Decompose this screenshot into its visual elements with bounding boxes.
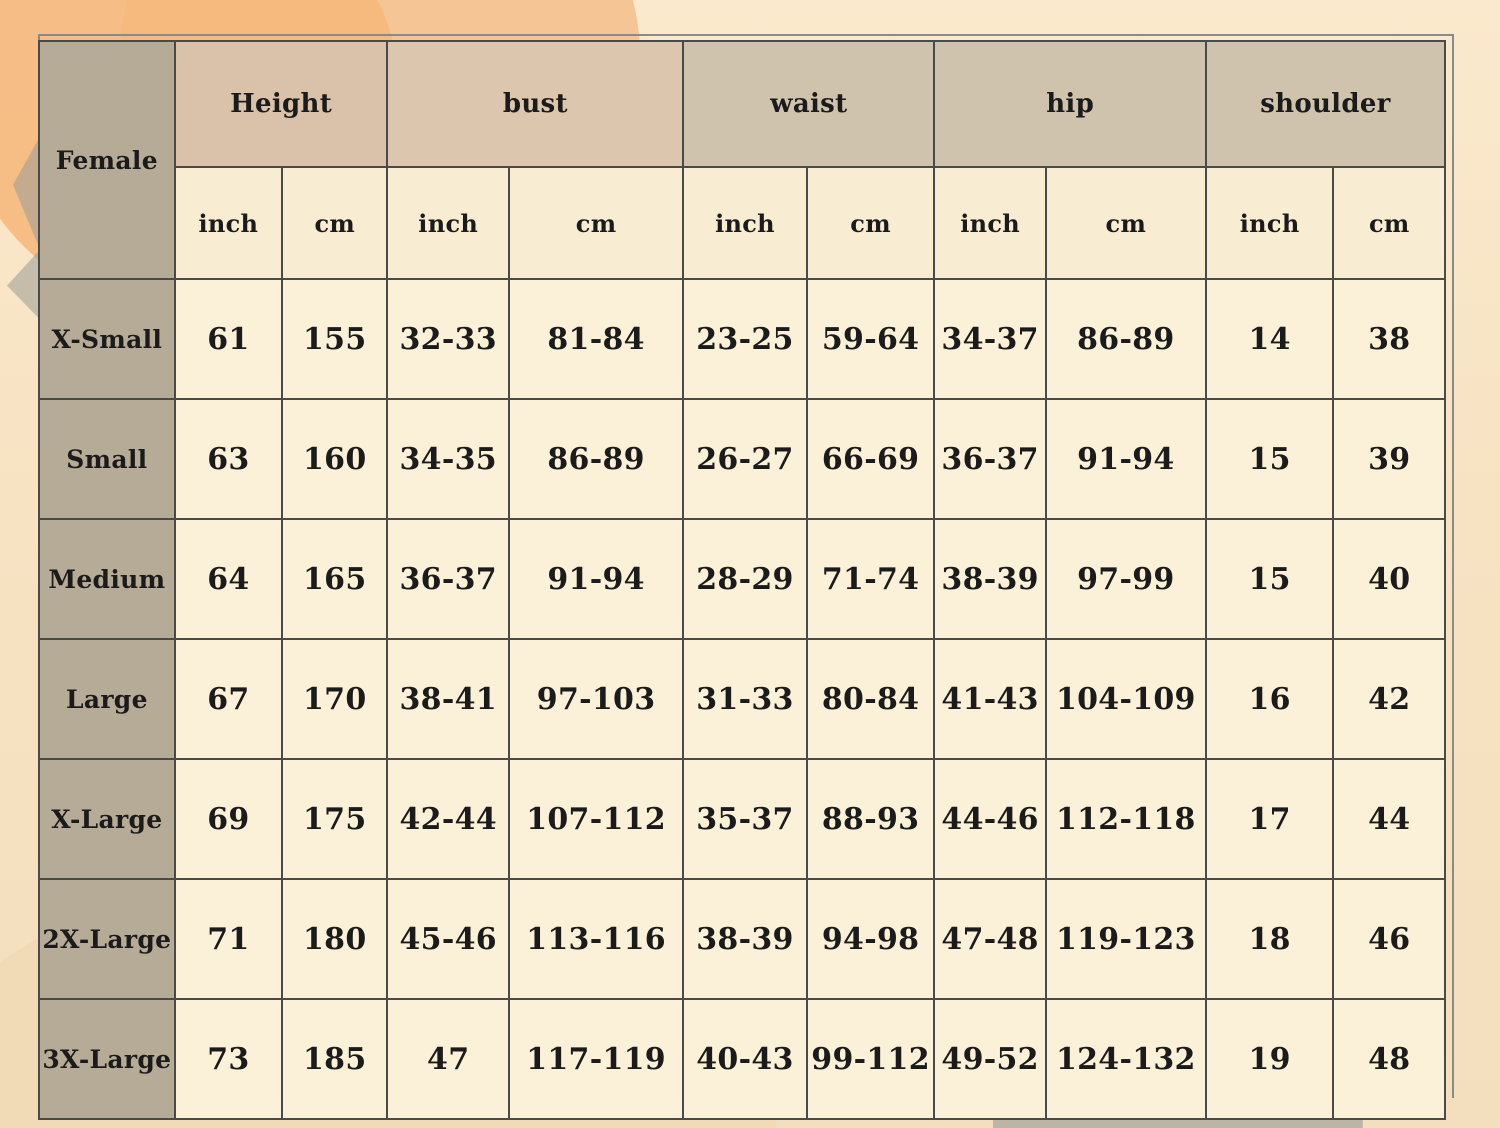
cell-bust-inch: 32-33 bbox=[387, 279, 509, 399]
size-chart-container bbox=[38, 40, 1446, 1120]
cell-height-inch: 73 bbox=[175, 999, 282, 1119]
cell-bust-inch: 42-44 bbox=[387, 759, 509, 879]
cell-bust-cm: 97-103 bbox=[509, 639, 683, 759]
row-label-size: Medium bbox=[39, 519, 175, 639]
cell-hip-cm: 86-89 bbox=[1046, 279, 1206, 399]
cell-shoulder-cm: 39 bbox=[1333, 399, 1445, 519]
cell-hip-inch: 41-43 bbox=[934, 639, 1045, 759]
cell-height-cm: 180 bbox=[282, 879, 387, 999]
unit-header-bust-inch: inch bbox=[387, 167, 509, 279]
cell-waist-inch: 26-27 bbox=[683, 399, 807, 519]
row-label-size: 3X-Large bbox=[39, 999, 175, 1119]
cell-hip-inch: 36-37 bbox=[934, 399, 1045, 519]
cell-hip-inch: 49-52 bbox=[934, 999, 1045, 1119]
table-row bbox=[39, 999, 1445, 1119]
cell-waist-inch: 35-37 bbox=[683, 759, 807, 879]
cell-hip-inch: 47-48 bbox=[934, 879, 1045, 999]
cell-waist-inch: 38-39 bbox=[683, 879, 807, 999]
cell-height-inch: 67 bbox=[175, 639, 282, 759]
row-label-size: 2X-Large bbox=[39, 879, 175, 999]
cell-hip-cm: 104-109 bbox=[1046, 639, 1206, 759]
column-group-waist: waist bbox=[683, 41, 934, 167]
cell-bust-cm: 91-94 bbox=[509, 519, 683, 639]
cell-shoulder-inch: 19 bbox=[1206, 999, 1334, 1119]
cell-height-inch: 61 bbox=[175, 279, 282, 399]
cell-height-inch: 71 bbox=[175, 879, 282, 999]
cell-waist-cm: 88-93 bbox=[807, 759, 935, 879]
unit-header-waist-inch: inch bbox=[683, 167, 807, 279]
cell-bust-inch: 38-41 bbox=[387, 639, 509, 759]
cell-shoulder-inch: 16 bbox=[1206, 639, 1334, 759]
cell-waist-cm: 94-98 bbox=[807, 879, 935, 999]
cell-hip-inch: 44-46 bbox=[934, 759, 1045, 879]
cell-shoulder-cm: 46 bbox=[1333, 879, 1445, 999]
cell-hip-cm: 112-118 bbox=[1046, 759, 1206, 879]
cell-bust-cm: 107-112 bbox=[509, 759, 683, 879]
table-row bbox=[39, 759, 1445, 879]
cell-bust-cm: 113-116 bbox=[509, 879, 683, 999]
cell-waist-inch: 40-43 bbox=[683, 999, 807, 1119]
cell-shoulder-cm: 48 bbox=[1333, 999, 1445, 1119]
unit-header-height-inch: inch bbox=[175, 167, 282, 279]
column-group-shoulder: shoulder bbox=[1206, 41, 1445, 167]
cell-shoulder-cm: 44 bbox=[1333, 759, 1445, 879]
cell-bust-inch: 34-35 bbox=[387, 399, 509, 519]
cell-hip-inch: 38-39 bbox=[934, 519, 1045, 639]
cell-waist-cm: 66-69 bbox=[807, 399, 935, 519]
cell-shoulder-cm: 38 bbox=[1333, 279, 1445, 399]
size-chart-table bbox=[38, 40, 1446, 1120]
cell-waist-inch: 23-25 bbox=[683, 279, 807, 399]
cell-hip-cm: 119-123 bbox=[1046, 879, 1206, 999]
cell-height-cm: 170 bbox=[282, 639, 387, 759]
cell-waist-inch: 28-29 bbox=[683, 519, 807, 639]
cell-bust-cm: 86-89 bbox=[509, 399, 683, 519]
unit-header-hip-inch: inch bbox=[934, 167, 1045, 279]
cell-waist-cm: 80-84 bbox=[807, 639, 935, 759]
row-label-size: Large bbox=[39, 639, 175, 759]
cell-shoulder-inch: 15 bbox=[1206, 399, 1334, 519]
column-group-hip: hip bbox=[934, 41, 1205, 167]
cell-height-cm: 165 bbox=[282, 519, 387, 639]
cell-height-inch: 63 bbox=[175, 399, 282, 519]
cell-waist-inch: 31-33 bbox=[683, 639, 807, 759]
cell-hip-cm: 91-94 bbox=[1046, 399, 1206, 519]
cell-hip-cm: 97-99 bbox=[1046, 519, 1206, 639]
table-row bbox=[39, 519, 1445, 639]
cell-shoulder-cm: 40 bbox=[1333, 519, 1445, 639]
row-label-size: X-Small bbox=[39, 279, 175, 399]
cell-height-cm: 155 bbox=[282, 279, 387, 399]
cell-shoulder-inch: 17 bbox=[1206, 759, 1334, 879]
cell-bust-inch: 47 bbox=[387, 999, 509, 1119]
cell-height-cm: 160 bbox=[282, 399, 387, 519]
unit-header-shoulder-cm: cm bbox=[1333, 167, 1445, 279]
table-header-row-units bbox=[39, 167, 1445, 279]
table-row bbox=[39, 639, 1445, 759]
unit-header-shoulder-inch: inch bbox=[1206, 167, 1334, 279]
cell-hip-inch: 34-37 bbox=[934, 279, 1045, 399]
cell-bust-cm: 81-84 bbox=[509, 279, 683, 399]
cell-shoulder-inch: 14 bbox=[1206, 279, 1334, 399]
row-label-size: X-Large bbox=[39, 759, 175, 879]
column-group-bust: bust bbox=[387, 41, 683, 167]
row-label-size: Small bbox=[39, 399, 175, 519]
cell-waist-cm: 99-112 bbox=[807, 999, 935, 1119]
table-row bbox=[39, 399, 1445, 519]
table-row bbox=[39, 879, 1445, 999]
table-header-row-groups bbox=[39, 41, 1445, 167]
cell-waist-cm: 71-74 bbox=[807, 519, 935, 639]
unit-header-hip-cm: cm bbox=[1046, 167, 1206, 279]
cell-height-inch: 64 bbox=[175, 519, 282, 639]
table-row bbox=[39, 279, 1445, 399]
cell-height-inch: 69 bbox=[175, 759, 282, 879]
cell-waist-cm: 59-64 bbox=[807, 279, 935, 399]
cell-shoulder-inch: 18 bbox=[1206, 879, 1334, 999]
cell-shoulder-inch: 15 bbox=[1206, 519, 1334, 639]
unit-header-waist-cm: cm bbox=[807, 167, 935, 279]
cell-bust-inch: 45-46 bbox=[387, 879, 509, 999]
cell-bust-inch: 36-37 bbox=[387, 519, 509, 639]
cell-shoulder-cm: 42 bbox=[1333, 639, 1445, 759]
column-group-height: Height bbox=[175, 41, 388, 167]
cell-bust-cm: 117-119 bbox=[509, 999, 683, 1119]
cell-height-cm: 185 bbox=[282, 999, 387, 1119]
unit-header-height-cm: cm bbox=[282, 167, 387, 279]
corner-label-female: Female bbox=[39, 41, 175, 279]
unit-header-bust-cm: cm bbox=[509, 167, 683, 279]
cell-height-cm: 175 bbox=[282, 759, 387, 879]
cell-hip-cm: 124-132 bbox=[1046, 999, 1206, 1119]
